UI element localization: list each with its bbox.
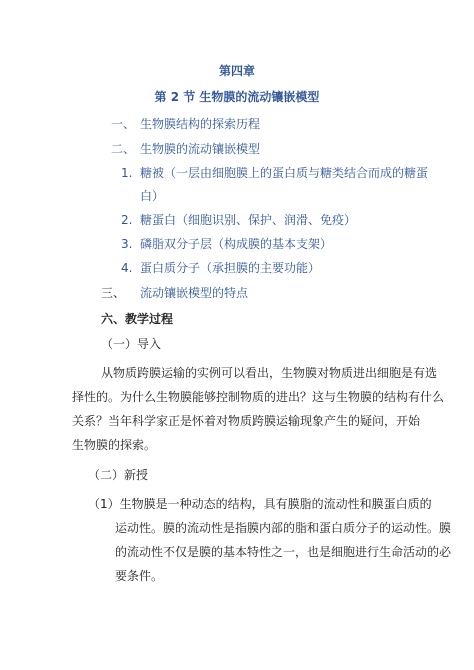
outline-num-3: 三、	[101, 286, 126, 300]
new-label: （二）新授	[88, 468, 149, 482]
intro-line-4: 生物膜的探索。	[72, 438, 157, 452]
sub-item-num-1: 1.	[121, 166, 133, 180]
sub-item-num-2: 2.	[121, 213, 133, 227]
sub-item-text-3: 磷脂双分子层（构成膜的基本支架）	[140, 237, 333, 251]
new-line-4: 要条件。	[115, 569, 164, 583]
intro-line-1: 从物质跨膜运输的实例可以看出，生物膜对物质进出细胞是有选	[101, 366, 438, 380]
new-line-3: 的流动性不仅是膜的基本特性之一，也是细胞进行生命活动的必	[115, 545, 452, 559]
sub-item-text-2: 糖蛋白（细胞识别、保护、润滑、免疫）	[140, 213, 357, 227]
teaching-heading: 六、教学过程	[101, 312, 174, 326]
outline-text-1: 生物膜结构的探索历程	[140, 117, 261, 131]
outline-num-2: 二、	[111, 142, 136, 156]
chapter-title: 第四章	[218, 64, 255, 78]
outline-text-2: 生物膜的流动镶嵌模型	[140, 142, 261, 156]
outline-num-1: 一、	[111, 117, 136, 131]
sub-item-num-4: 4.	[121, 261, 133, 275]
intro-line-3: 关系？当年科学家正是怀着对物质跨膜运输现象产生的疑问，开始	[72, 414, 421, 428]
sub-item-text-1-cont: 白）	[140, 189, 165, 203]
new-line-2: 运动性。膜的流动性是指膜内部的脂和蛋白质分子的运动性。膜	[115, 521, 452, 535]
section-title: 第 2 节 生物膜的流动镶嵌模型	[154, 90, 320, 104]
sub-item-num-3: 3.	[121, 237, 133, 251]
outline-text-3: 流动镶嵌模型的特点	[140, 286, 249, 300]
sub-item-text-4: 蛋白质分子（承担膜的主要功能）	[140, 261, 321, 275]
sub-item-text-1: 糖被（一层由细胞膜上的蛋白质与糖类结合而成的糖蛋	[140, 166, 429, 180]
new-line-1: （1）生物膜是一种动态的结构，具有膜脂的流动性和膜蛋白质的	[88, 497, 432, 511]
intro-line-2: 择性的。为什么生物膜能够控制物质的进出？这与生物膜的结构有什么	[72, 390, 445, 404]
intro-label: （一）导入	[101, 337, 162, 351]
